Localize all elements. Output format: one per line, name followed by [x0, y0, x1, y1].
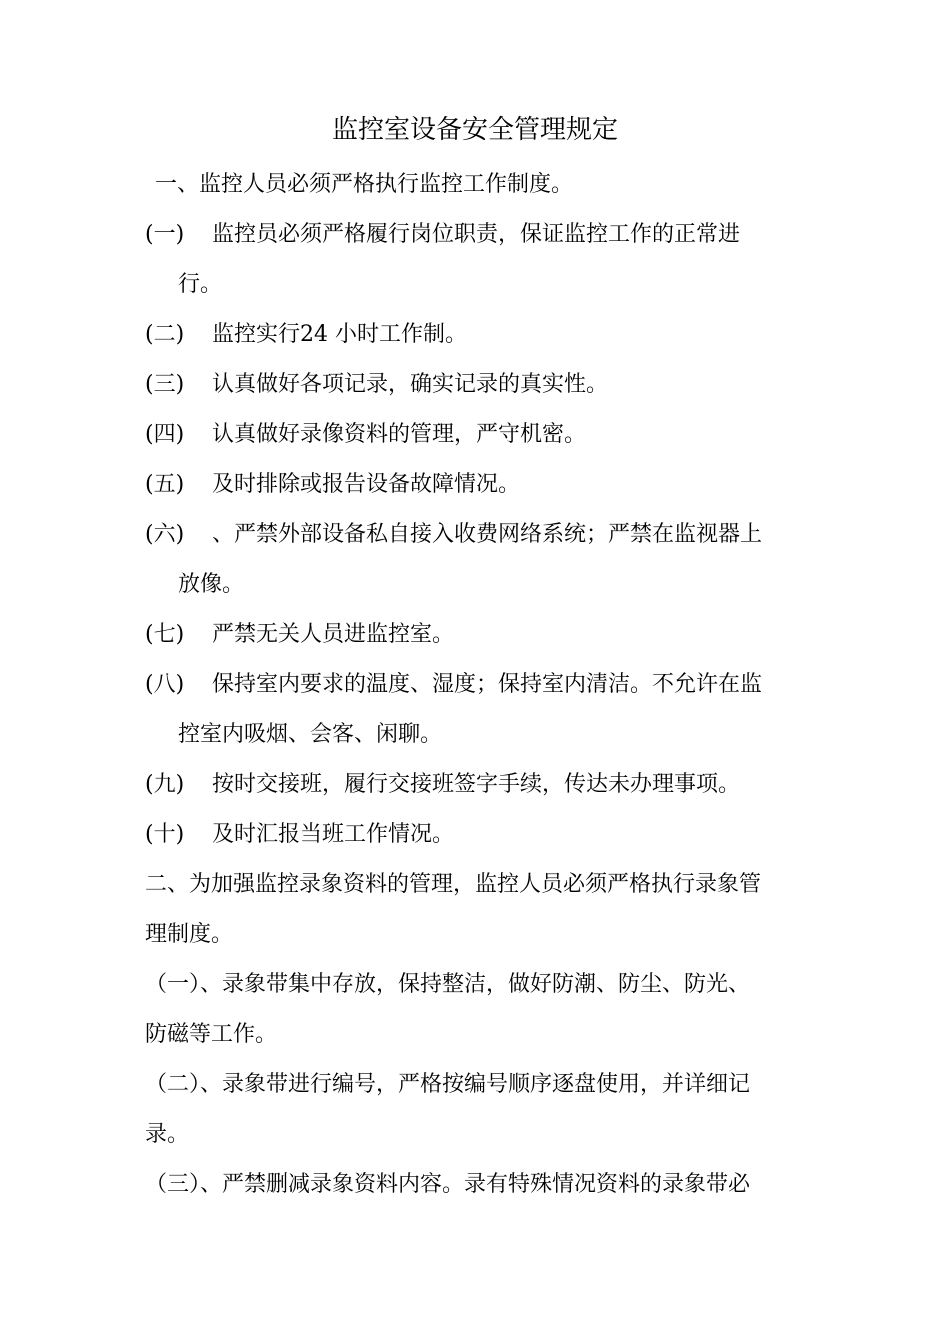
- list-item: [145, 670, 810, 700]
- item-continuation: 防磁等工作。: [145, 1022, 278, 1047]
- item-continuation: 控室内吸烟、会客、闲聊。: [178, 722, 443, 747]
- item-text: 监控实行24 小时工作制。: [212, 322, 467, 347]
- section2-heading: 二、为加强监控录象资料的管理，监控人员必须严格执行录象管: [145, 872, 762, 897]
- list-item: （一）、录象带集中存放，保持整洁，做好防潮、防尘、防光、: [145, 972, 751, 997]
- item-text: 认真做好录像资料的管理，严守机密。: [212, 422, 587, 447]
- item-text: 认真做好各项记录，确实记录的真实性。: [212, 372, 609, 397]
- item-number: (六): [145, 522, 185, 547]
- list-item: [145, 420, 810, 450]
- item-text: 及时汇报当班工作情况。: [212, 822, 455, 847]
- item-number: (九): [145, 772, 185, 797]
- item-text: 严禁无关人员进监控室。: [212, 622, 455, 647]
- item-number: (三): [145, 372, 185, 397]
- section1-heading: 一、监控人员必须严格执行监控工作制度。: [155, 172, 574, 197]
- item-text: 按时交接班，履行交接班签字手续，传达未办理事项。: [212, 772, 741, 797]
- item-text: 保持室内要求的温度、湿度；保持室内清洁。不允许在监: [212, 672, 763, 697]
- list-item: [145, 520, 810, 550]
- item-continuation: 录。: [145, 1122, 190, 1147]
- item-number: (八): [145, 672, 185, 697]
- item-text: 监控员必须严格履行岗位职责，保证监控工作的正常进: [212, 222, 741, 247]
- item-continuation: 放像。: [178, 572, 245, 597]
- item-number: (一): [145, 222, 185, 247]
- list-item: [145, 470, 810, 500]
- item-text: 、严禁外部设备私自接入收费网络系统；严禁在监视器上: [212, 522, 763, 547]
- list-item: [145, 370, 810, 400]
- list-item: [145, 320, 810, 350]
- list-item: [145, 220, 810, 250]
- section2-heading-continuation: 理制度。: [145, 922, 234, 947]
- list-item: [145, 820, 810, 850]
- list-item: （二）、录象带进行编号，严格按编号顺序逐盘使用，并详细记: [145, 1072, 751, 1097]
- list-item: [145, 770, 810, 800]
- item-continuation: 行。: [178, 272, 223, 297]
- item-number: (十): [145, 822, 185, 847]
- item-text: 及时排除或报告设备故障情况。: [212, 472, 521, 497]
- item-number: (五): [145, 472, 185, 497]
- list-item: （三）、严禁删减录象资料内容。录有特殊情况资料的录象带必: [145, 1172, 751, 1197]
- list-item: [145, 620, 810, 650]
- document-title: 监控室设备安全管理规定: [331, 115, 618, 145]
- item-number: (二): [145, 322, 185, 347]
- item-number: (四): [145, 422, 185, 447]
- item-number: (七): [145, 622, 185, 647]
